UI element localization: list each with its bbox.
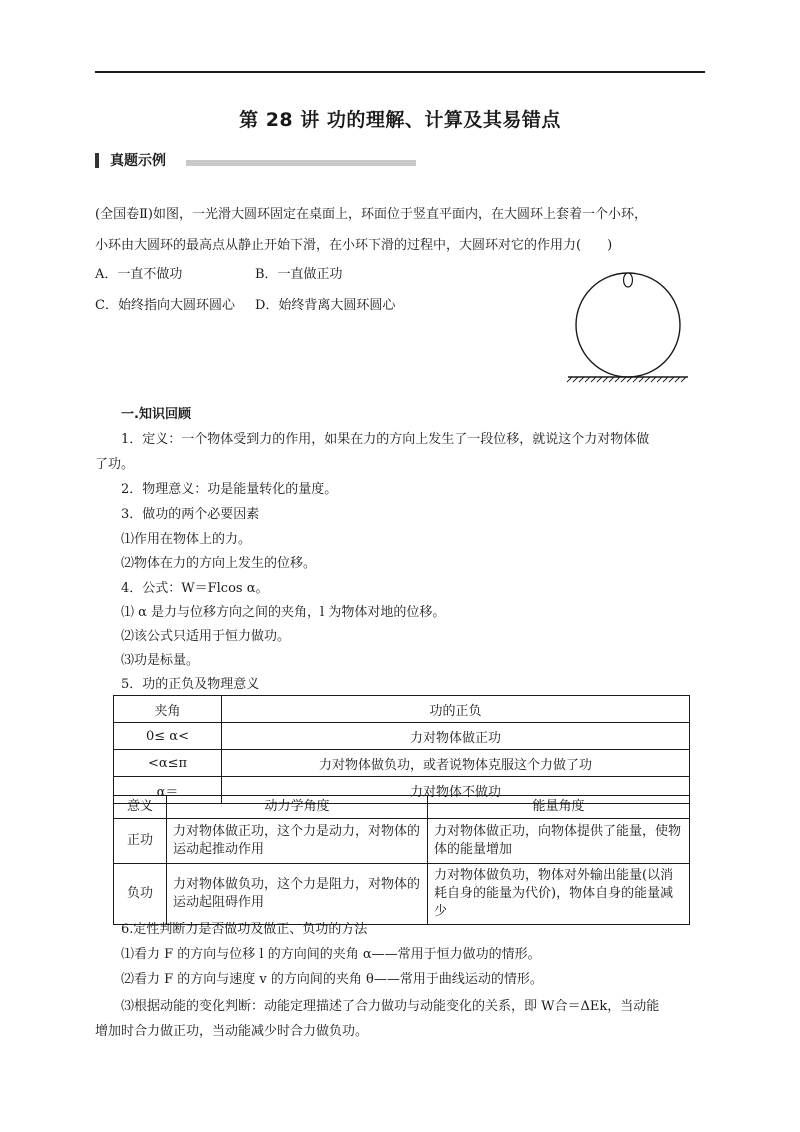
large-ring [576, 273, 680, 377]
table-cell: 正功 [114, 819, 167, 864]
review-item-4-1: ⑴ α 是力与位移方向之间的夹角，l 为物体对地的位移。 [121, 605, 446, 620]
table-cell: 力对物体做负功，或者说物体克服这个力做了功 [222, 750, 690, 777]
item-6-line-2: ⑵看力 F 的方向与速度 v 的方向间的夹角 θ——常用于曲线运动的情形。 [121, 972, 543, 987]
question-line-2: 小环由大圆环的最高点从静止开始下滑，在小环下滑的过程中，大圆环对它的作用力( ) [95, 238, 613, 253]
table-header-cell: 能量角度 [428, 796, 690, 819]
review-item-3-2: ⑵物体在力的方向上发生的位移。 [121, 556, 317, 571]
review-item-3-1: ⑴作用在物体上的力。 [121, 532, 252, 547]
option-b: B．一直做正功 [255, 267, 343, 282]
table-row [114, 696, 690, 723]
table-header-cell: 动力学角度 [167, 796, 428, 819]
small-ring [624, 273, 633, 287]
table-cell: 力对物体做负功，物体对外输出能量(以消耗自身的能量为代价)，物体自身的能量减少 [428, 864, 690, 925]
item-6-line-1: ⑴看力 F 的方向与位移 l 的方向间的夹角 α——常用于恒力做功的情形。 [121, 947, 541, 962]
page-title: 第 28 讲 功的理解、计算及其易错点 [239, 109, 561, 131]
table-cell: 力对物体做正功，向物体提供了能量，使物体的能量增加 [428, 819, 690, 864]
table-row [114, 796, 690, 819]
item-6-line-3b: 增加时合力做正功，当动能减少时合力做负功。 [95, 1024, 369, 1039]
table-row [114, 750, 690, 777]
review-item-4-3: ⑶功是标量。 [121, 653, 200, 668]
table-row [114, 819, 690, 864]
table-cell: α＝ [114, 777, 222, 804]
review-item-5: 5．功的正负及物理意义 [121, 677, 260, 692]
table-header-cell: 夹角 [114, 696, 222, 723]
table-header-cell: 意义 [114, 796, 167, 819]
table-cell: 力对物体做正功 [222, 723, 690, 750]
item-6-title: 6.定性判断力是否做功及做正、负功的方法 [121, 922, 368, 937]
review-item-4-2: ⑵该公式只适用于恒力做功。 [121, 629, 291, 644]
angle-sign-table [113, 695, 690, 804]
table-cell: <α≤π [114, 750, 222, 777]
review-item-2: 2．物理意义：功是能量转化的量度。 [121, 482, 338, 497]
review-item-4: 4．公式：W＝Flcos α。 [121, 581, 269, 596]
ring-figure [560, 265, 700, 385]
table-cell: 0≤ α< [114, 723, 222, 750]
option-d: D．始终背离大圆环圆心 [255, 298, 396, 313]
table-header-cell: 功的正负 [222, 696, 690, 723]
section-shade [186, 160, 416, 166]
ground-hatch [567, 377, 686, 382]
table-row [114, 864, 690, 925]
review-heading: 一.知识回顾 [121, 407, 191, 422]
section-marker [95, 153, 99, 168]
table-row [114, 723, 690, 750]
table-cell: 力对物体做负功，这个力是阻力，对物体的运动起阻碍作用 [167, 864, 428, 925]
review-item-3: 3．做功的两个必要因素 [121, 507, 260, 522]
question-line-1: (全国卷Ⅱ)如图，一光滑大圆环固定在桌面上，环面位于竖直平面内，在大圆环上套着一个小环， [95, 207, 647, 222]
section-label: 真题示例 [110, 153, 166, 169]
table-cell: 力对物体做正功，这个力是动力，对物体的运动起推动作用 [167, 819, 428, 864]
option-a: A．一直不做功 [95, 267, 183, 282]
table-cell: 负功 [114, 864, 167, 925]
review-item-1-line-1: 1．定义：一个物体受到力的作用，如果在力的方向上发生了一段位移，就说这个力对物体做 [121, 432, 650, 447]
top-rule [95, 71, 705, 73]
meaning-table [113, 795, 690, 925]
item-6-line-3a: ⑶根据动能的变化判断：动能定理描述了合力做功与动能变化的关系，即 W合＝ΔEk，当动能 [121, 999, 660, 1014]
review-item-1-line-2: 了功。 [95, 457, 135, 472]
table-cell: 力对物体不做功 [222, 777, 690, 804]
option-c: C．始终指向大圆环圆心 [95, 298, 235, 313]
